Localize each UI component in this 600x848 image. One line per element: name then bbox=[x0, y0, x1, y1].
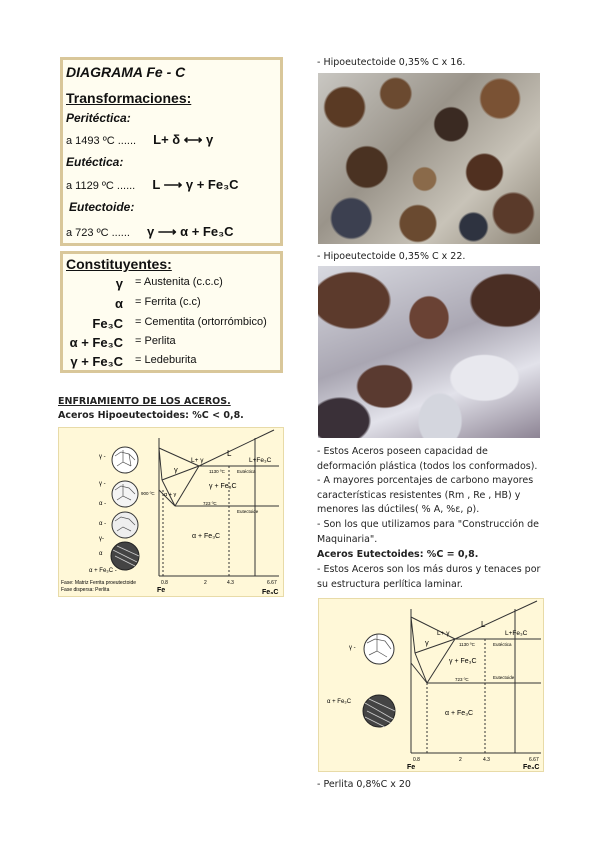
phase-lines-2 bbox=[411, 601, 541, 753]
grain-circle bbox=[112, 481, 138, 507]
label-liquid-gamma: L+ γ bbox=[437, 630, 450, 637]
eutectic-line bbox=[66, 177, 239, 193]
eutectic-label: Eutéctica: bbox=[66, 155, 124, 169]
label-alpha-gamma: α + γ bbox=[164, 492, 177, 498]
constituent-symbol: α + Fe₃C bbox=[69, 335, 123, 350]
eutectoid-title: Aceros Eutectoides: %C = 0,8. bbox=[317, 549, 479, 560]
label-alpha-cementite: α + Fe₃C bbox=[445, 710, 474, 717]
label-1130: 1130 ºC bbox=[459, 642, 475, 647]
constituent-symbol: Fe₃C bbox=[92, 316, 123, 331]
caption-hypo-x22: - Hipoeutectoide 0,35% C x 22. bbox=[317, 251, 466, 262]
tick-43: 4.3 bbox=[227, 580, 234, 586]
cooling-section-title: ENFRIAMIENTO DE LOS ACEROS. bbox=[58, 396, 231, 407]
eutectic-reaction: L ⟶ γ + Fe₃C bbox=[152, 177, 239, 192]
phase-diagram-svg bbox=[59, 428, 284, 597]
eutectic-temp: a 1129 ºC ...... bbox=[66, 180, 136, 192]
side-label-gamma: γ - bbox=[99, 481, 106, 487]
label-eutectic: Eutéctica bbox=[237, 469, 256, 474]
label-liquid-gamma: L+ γ bbox=[191, 457, 204, 464]
constituents-heading: Constituyentes: bbox=[66, 256, 172, 272]
phase-diagram-svg-2 bbox=[319, 599, 544, 772]
micrograph-hypoeutectoid-x22 bbox=[318, 266, 540, 438]
constituent-symbol: γ + Fe₃C bbox=[70, 354, 123, 369]
tick-2: 2 bbox=[459, 757, 462, 763]
eutectoid-line bbox=[66, 224, 233, 240]
constituent-desc: = Ledeburita bbox=[135, 354, 197, 366]
label-gamma: γ bbox=[425, 638, 429, 647]
caption-line-1: Fase: Matriz Ferrita proeutectoide bbox=[61, 580, 137, 586]
peritectic-line bbox=[66, 132, 213, 148]
hypoeutectoid-title: Aceros Hipoeutectoides: %C < 0,8. bbox=[58, 410, 244, 421]
constituent-desc: = Ferrita (c.c) bbox=[135, 296, 201, 308]
paragraph-hardest: - Estos Aceros son los más duros y tenaces por su estructura perlítica laminar. bbox=[317, 564, 541, 590]
fe-c-diagram-hypoeutectoid bbox=[58, 427, 284, 597]
peritectic-temp: a 1493 ºC ...... bbox=[66, 135, 137, 147]
grain-circle bbox=[112, 447, 138, 473]
card-title: DIAGRAMA Fe - C bbox=[66, 64, 186, 80]
peritectic-reaction: L+ δ ⟷ γ bbox=[153, 132, 214, 147]
constituents-card bbox=[60, 251, 283, 373]
fe-c-diagram-eutectoid bbox=[318, 598, 544, 772]
axis-fe: Fe bbox=[407, 764, 416, 771]
label-liquid: L bbox=[481, 620, 486, 629]
micrograph-hypoeutectoid-x16 bbox=[318, 73, 540, 244]
label-723: 723 ºC bbox=[455, 677, 469, 682]
label-1130: 1130 ºC bbox=[209, 469, 225, 474]
fe-c-transformations-card bbox=[60, 57, 283, 246]
constituent-row bbox=[63, 335, 280, 353]
phase-lines bbox=[159, 430, 279, 576]
caption-hypo-x16: - Hipoeutectoide 0,35% C x 16. bbox=[317, 57, 466, 68]
label-temp: 900 ºC bbox=[141, 491, 155, 496]
side-label-gamma: γ - bbox=[99, 454, 106, 460]
eutectoid-temp: a 723 ºC ...... bbox=[66, 227, 130, 239]
constituent-row bbox=[63, 276, 280, 294]
peritectic-label: Peritéctica: bbox=[66, 111, 131, 125]
label-alpha-cementite: α + Fe₃C bbox=[192, 533, 221, 540]
eutectoid-label: Eutectoide: bbox=[69, 200, 135, 214]
tick-08: 0.8 bbox=[413, 757, 420, 763]
constituent-desc: = Austenita (c.c.c) bbox=[135, 276, 223, 288]
paragraph-machinery: - Son los que utilizamos para "Construcción de Maquinaria". bbox=[317, 519, 540, 545]
grain-circle bbox=[112, 512, 138, 538]
constituent-row bbox=[63, 354, 280, 372]
constituent-row bbox=[63, 296, 280, 314]
label-eutectic: Eutéctica bbox=[493, 642, 512, 647]
tick-667: 6.67 bbox=[529, 757, 539, 763]
axis-fe3c: Fe₃C bbox=[262, 589, 279, 596]
label-gamma-cementite: γ + Fe₃C bbox=[449, 658, 477, 665]
constituent-row bbox=[63, 316, 280, 334]
axis-fe3c: Fe₃C bbox=[523, 764, 540, 771]
side-label-gamma: γ - bbox=[349, 645, 356, 651]
eutectoid-reaction: γ ⟶ α + Fe₃C bbox=[147, 224, 234, 239]
side-label-alpha: α - bbox=[99, 521, 107, 527]
grain-circle bbox=[364, 634, 394, 664]
constituent-desc: = Perlita bbox=[135, 335, 176, 347]
transformations-heading: Transformaciones: bbox=[66, 90, 192, 106]
side-label-alpha-cementite: α + Fe₃C bbox=[327, 699, 352, 705]
caption-line-2: Fase dispersa: Perlita bbox=[61, 587, 110, 593]
paragraph-plastic-deformation: - Estos Aceros poseen capacidad de deformación plástica (todos los conformados). bbox=[317, 446, 538, 472]
label-liquid-cementite: L+Fe₃C bbox=[505, 630, 528, 637]
tick-2: 2 bbox=[204, 580, 207, 586]
side-label-alpha: α bbox=[99, 551, 103, 557]
constituent-symbol: γ bbox=[115, 276, 123, 291]
grain-circles bbox=[111, 447, 139, 570]
label-eutectoid: Eutectoide bbox=[493, 675, 515, 680]
side-label-gamma: γ- bbox=[99, 536, 104, 542]
side-label-alpha: α - bbox=[99, 501, 107, 507]
label-liquid: L bbox=[227, 449, 232, 458]
constituent-symbol: α bbox=[115, 296, 123, 311]
paragraph-carbon-percentage: - A mayores porcentajes de carbono mayores características resistentes (Rm , Re , HB) y menores las dúctiles( % A, %ε, ρ). bbox=[317, 475, 534, 516]
grain-circles-2 bbox=[363, 634, 395, 727]
label-gamma-cementite: γ + Fe₃C bbox=[209, 483, 237, 490]
label-liquid-cementite: L+Fe₃C bbox=[249, 457, 272, 464]
label-gamma: γ bbox=[174, 465, 178, 474]
tick-08: 0.8 bbox=[161, 580, 168, 586]
caption-pearlite: - Perlita 0,8%C x 20 bbox=[317, 779, 411, 790]
axis-fe: Fe bbox=[157, 587, 166, 594]
label-eutectoid: Eutectoide bbox=[237, 509, 259, 514]
tick-43: 4.3 bbox=[483, 757, 490, 763]
label-723: 723 ºC bbox=[203, 501, 217, 506]
constituent-desc: = Cementita (ortorrómbico) bbox=[135, 316, 267, 328]
side-label-alpha-cementite: α + Fe₃C - bbox=[89, 568, 117, 574]
tick-667: 6.67 bbox=[267, 580, 277, 586]
